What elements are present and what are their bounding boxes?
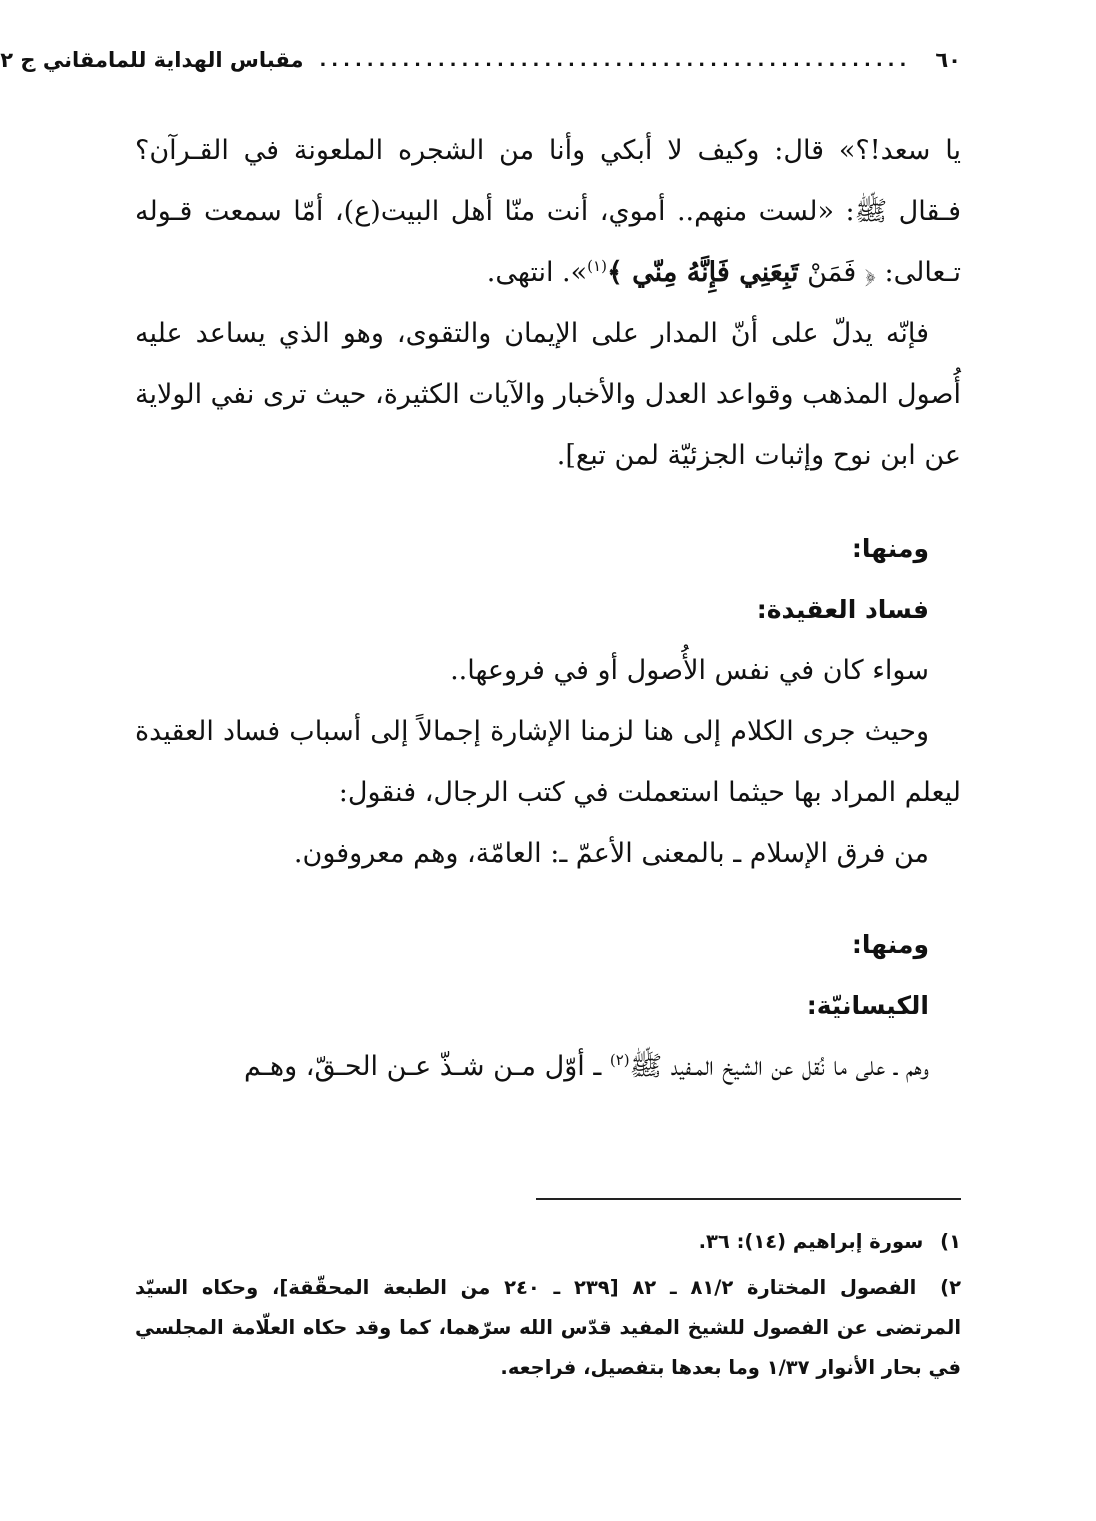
hadith-line-1: يا سعد!؟» قال: وكيف لا أبكي وأنا من الشجره الملعونة في القـرآن؟ فـقال ﷺ: (135, 135, 961, 227)
footnote-text: سورة إبراهيم (١٤): ٣٦. (698, 1230, 924, 1253)
paragraph: وحيث جرى الكلام إلى هنا لزمنا الإشارة إجمالاً إلى أسباب فساد العقيدة ليعلم المراد بها حيثما استعملت في كتب الرجال، فنقول: (135, 716, 961, 808)
footnotes (135, 1222, 961, 1394)
section-subheading: فساد العقيدة: (756, 595, 929, 624)
section-heading: ومنها: (851, 930, 929, 959)
section-subheading: الكيسانيّة: (806, 991, 929, 1020)
running-header (0, 40, 961, 80)
footnote-number: ١) (940, 1230, 961, 1253)
book-title: مقباس الهداية للمامقاني ج ٢ (0, 48, 304, 72)
footnote-number: ٢) (940, 1276, 961, 1299)
section-heading: ومنها: (851, 534, 929, 563)
footnote-text: الفصول المختارة ٨١/٢ ـ ٨٢ [٢٣٩ ـ ٢٤٠ من الطبعة المحقّقة]، وحكاه السيّد المرتضى عن الفصول للشيخ المفيد قدّس الله سرّهما، كما وقد حكاه العلّامة المجلسي في بحار الأنوار ١/٣٧ وما بعدها بتفصيل، فراجعه. (135, 1276, 961, 1379)
paragraph: سواء كان في نفس الأُصول أو في فروعها.. (450, 655, 929, 686)
hadith-line-2: «لست منهم.. أموي، أنت منّا أهل البيت(ع)، أمّا سمعت قـوله تـعالى: ﴿ فَمَنْ (135, 196, 961, 288)
main-text (135, 120, 961, 1097)
footnote-2 (135, 1268, 961, 1388)
footnote-ref-1: (١) (587, 257, 607, 275)
quran-verse: تَبِعَنِي فَإِنَّهُ مِنّي ﴾ (606, 257, 799, 288)
header-leader-dots: .................................................. (319, 49, 912, 71)
footnote-ref-2: (٢) (609, 1051, 630, 1069)
page-number: ٦٠ (935, 48, 961, 72)
paragraph-explanation: فإنّه يدلّ على أنّ المدار على الإيمان والتقوى، وهو الذي يساعد عليه أُصول المذهب وقواعد العدل والأخبار والآيات الكثيرة، حيث ترى نفي الولاية عن ابن نوح وإثبات الجزئيّة لمن تبع]. (135, 318, 961, 471)
hadith-tail: ». انتهى. (486, 257, 588, 288)
footnote-1 (135, 1222, 961, 1262)
paragraph-kaysaniyya: وهم ـ على ما نُقل عن الشيخ المـفيد ﷺ$^{(٢)}$ ـ أوّل مـن شـذّ عـن الحـقّ، وهـم (244, 1051, 929, 1082)
footnote-divider (536, 1198, 961, 1200)
paragraph-hadith (135, 120, 961, 303)
paragraph: من فرق الإسلام ـ بالمعنى الأعمّ ـ: العامّة، وهم معروفون. (293, 838, 929, 869)
